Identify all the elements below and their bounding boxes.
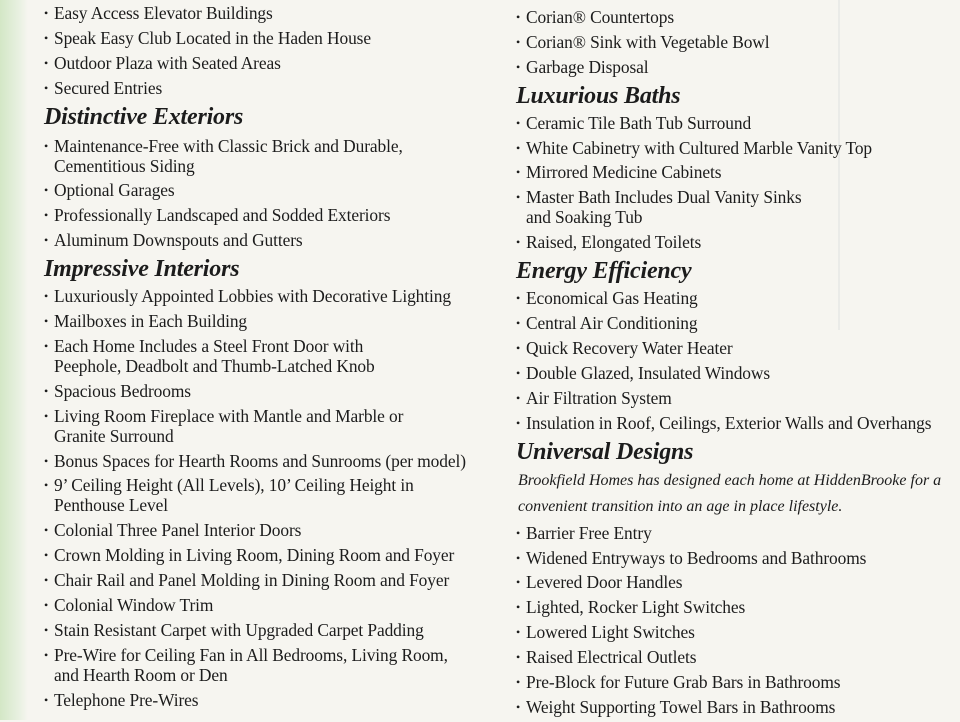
list-item-text: Lighted, Rocker Light Switches [526,597,746,618]
list-item-text-continued: Granite Surround [54,425,174,446]
list-item: • Outdoor Plaza with Seated Areas [44,53,504,73]
list-item [44,451,504,471]
list-item-text: Raised Electrical Outlets [526,647,697,668]
list-item: • Garbage Disposal [516,57,960,77]
list-item [516,597,960,617]
list-item-text: Raised, Elongated Toilets [526,232,702,253]
baths-list [516,113,960,253]
list-item-text: Quick Recovery Water Heater [526,338,733,359]
list-item-text: Chair Rail and Panel Molding in Dining Room and Foyer [54,570,450,591]
list-item [44,570,504,590]
list-item-text: Living Room Fireplace with Mantle and Marble or [54,405,404,426]
list-item [516,622,960,642]
list-item-text: Crown Molding in Living Room, Dining Room and Foyer [54,545,455,566]
list-item [44,311,504,331]
section-heading-energy: Energy Efficiency [516,258,692,285]
list-item-text: Pre-Wire for Ceiling Fan in All Bedrooms, Living Room, [54,644,448,665]
list-item-text: Aluminum Downspouts and Gutters [54,230,303,251]
list-item-text: Maintenance-Free with Classic Brick and Durable, [54,135,403,156]
list-item-text-continued: and Soaking Tub [526,207,643,228]
list-item [516,232,960,252]
list-item [44,520,504,540]
list-item-text: Each Home Includes a Steel Front Door with [54,335,364,356]
list-item-text: Colonial Window Trim [54,595,214,616]
list-item [516,413,960,433]
list-item [516,548,960,568]
list-item-text: Air Filtration System [526,387,672,408]
list-item [516,572,960,592]
list-item [44,286,504,306]
page-edge-shading [0,0,28,720]
list-item-text: Pre-Block for Future Grab Bars in Bathrooms [526,672,841,693]
list-item [44,381,504,401]
list-item: • Speak Easy Club Located in the Haden House [44,28,504,48]
exteriors-list [44,136,504,251]
list-item-text-continued: and Hearth Room or Den [54,664,228,685]
list-item-text: Luxuriously Appointed Lobbies with Decorative Lighting [54,286,451,307]
universal-list [516,523,960,717]
list-item [516,288,960,308]
list-item-text: Professionally Landscaped and Sodded Exteriors [54,205,391,226]
list-item [516,363,960,383]
list-item-text-continued: Peephole, Deadbolt and Thumb-Latched Knob [54,355,375,376]
list-item-text: Stain Resistant Carpet with Upgraded Carpet Padding [54,619,424,640]
list-item-text: Widened Entryways to Bedrooms and Bathrooms [526,547,867,568]
list-item-text: Mailboxes in Each Building [54,311,248,332]
list-item-text: 9’ Ceiling Height (All Levels), 10’ Ceiling Height in [54,475,414,496]
list-item [516,138,960,158]
universal-intro-line-1: Brookfield Homes has designed each home at HiddenBrooke for a [518,471,942,489]
list-item [516,672,960,692]
section-heading-interiors: Impressive Interiors [44,256,240,283]
list-item-text: Ceramic Tile Bath Tub Surround [526,112,752,133]
list-item [44,136,504,176]
section-heading-exteriors: Distinctive Exteriors [44,103,244,130]
list-item [44,230,504,250]
list-item [516,523,960,543]
section-heading-universal: Universal Designs [516,438,694,465]
kitchen-list [516,0,960,77]
list-item [44,475,504,515]
list-item [516,647,960,667]
list-item-text: Levered Door Handles [526,572,683,593]
amenities-list [44,0,504,98]
list-item-text-continued: Cementitious Siding [54,155,195,176]
list-item-text: Colonial Three Panel Interior Doors [54,520,302,541]
list-item-text: Optional Garages [54,180,175,201]
list-item-text: Mirrored Medicine Cabinets [526,162,722,183]
list-item [44,180,504,200]
list-item-text: Economical Gas Heating [526,288,698,309]
universal-intro-line-2: convenient transition into an age in place lifestyle. [518,497,843,515]
list-item-text: Central Air Conditioning [526,313,698,334]
list-item-text: Master Bath Includes Dual Vanity Sinks [526,187,802,208]
list-item-text: Weight Supporting Towel Bars in Bathrooms [526,696,836,717]
list-item [516,162,960,182]
features-column-left [44,0,504,715]
list-item [516,187,960,227]
list-item [44,205,504,225]
list-item [516,113,960,133]
list-item-text: White Cabinetry with Cultured Marble Vanity Top [526,137,873,158]
section-heading-baths: Luxurious Baths [516,82,681,109]
list-item [44,545,504,565]
list-item [44,690,504,710]
list-item [516,697,960,717]
list-item [44,406,504,446]
list-item: • Corian® Sink with Vegetable Bowl [516,32,960,52]
list-item-text: Telephone Pre-Wires [54,689,199,710]
list-item-text-continued: Penthouse Level [54,495,168,516]
interiors-list [44,286,504,710]
list-item: • Easy Access Elevator Buildings [44,3,504,23]
list-item [44,620,504,640]
list-item-text: Insulation in Roof, Ceilings, Exterior Walls and Overhangs [526,412,932,433]
list-item: • Corian® Countertops [516,7,960,27]
list-item [44,595,504,615]
list-item [516,313,960,333]
list-item [44,336,504,376]
list-item-text: Double Glazed, Insulated Windows [526,362,771,383]
energy-list [516,288,960,432]
list-item: • Secured Entries [44,78,504,98]
list-item-text: Spacious Bedrooms [54,380,191,401]
list-item [516,388,960,408]
list-item [516,338,960,358]
list-item-text: Barrier Free Entry [526,522,652,543]
list-item [44,645,504,685]
features-column-right [516,0,960,722]
list-item-text: Lowered Light Switches [526,622,695,643]
list-item-text: Bonus Spaces for Hearth Rooms and Sunrooms (per model) [54,450,466,471]
